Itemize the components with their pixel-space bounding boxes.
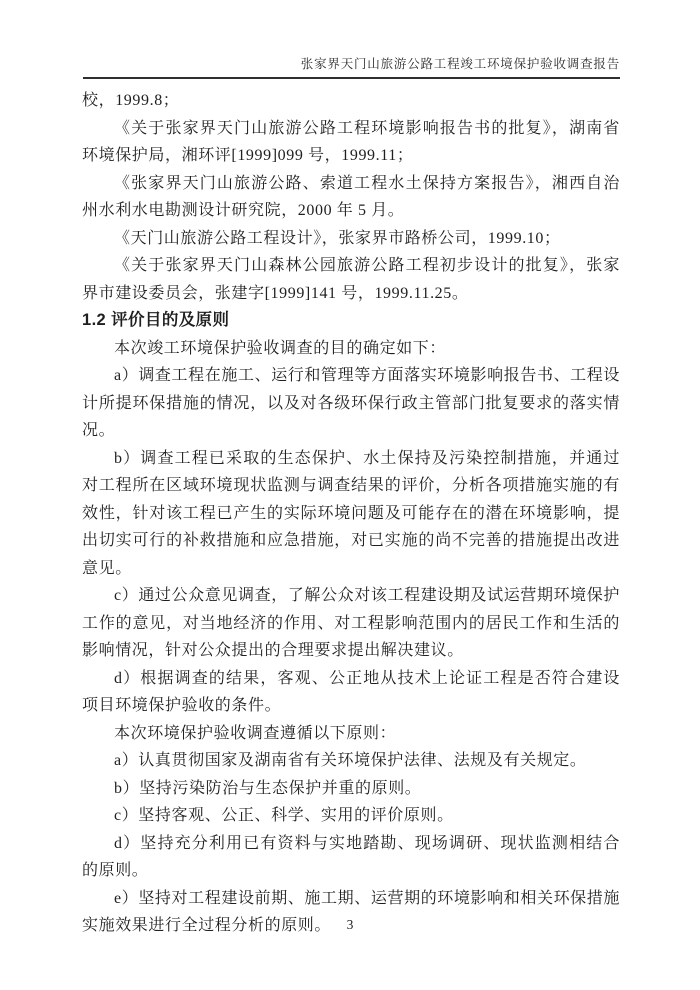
document-body — [82, 87, 620, 940]
page-footer — [0, 917, 700, 933]
paragraph: 《天门山旅游公路工程设计》，张家界市路桥公司，1999.10； — [114, 229, 561, 247]
paragraph: d）坚持充分利用已有资料与实地踏勘、现场调研、现状监测相结合的原则。 — [82, 834, 620, 879]
paragraph: 本次环境保护验收调查遵循以下原则： — [114, 724, 397, 742]
paragraph: 《张家界天门山旅游公路、索道工程水土保持方案报告》，湘西自治州水利水电勘测设计研究院，2000 年 5 月。 — [82, 174, 620, 219]
section-heading: 1.2 评价目的及原则 — [82, 311, 230, 329]
paragraph: 《关于张家界天门山森林公园旅游公路工程初步设计的批复》，张家界市建设委员会，张建字[1999]141 号，1999.11.25。 — [82, 257, 620, 302]
paragraph: a）认真贯彻国家及湖南省有关环境保护法律、法规及有关规定。 — [114, 752, 587, 769]
paragraph: b）坚持污染防治与生态保护并重的原则。 — [114, 779, 422, 797]
paragraph: 《关于张家界天门山旅游公路工程环境影响报告书的批复》，湖南省环境保护局，湘环评[1999]099 号，1999.11； — [82, 119, 620, 164]
paragraph: c）坚持客观、公正、科学、实用的评价原则。 — [114, 807, 454, 824]
paragraph: b）调查工程已采取的生态保护、水土保持及污染控制措施，并通过对工程所在区域环境现状监测与调查结果的评价，分析各项措施实施的有效性，针对该工程已产生的实际环境问题及可能存在的潜在环境影响，提出切实可行的补救措施和应急措施，对已实施的尚不完善的措施提出改进意见。 — [82, 449, 620, 577]
paragraph: 校，1999.8； — [82, 92, 180, 109]
header-title: 张家界天门山旅游公路工程竣工环境保护验收调查报告 — [300, 57, 620, 71]
page-header — [83, 54, 620, 79]
paragraph: c）通过公众意见调查，了解公众对该工程建设期及试运营期环境保护工作的意见，对当地经济的作用、对工程影响范围内的居民工作和生活的影响情况，针对公众提出的合理要求提出解决建议。 — [82, 587, 620, 659]
page-number: 3 — [346, 917, 354, 932]
paragraph: e）坚持对工程建设前期、施工期、运营期的环境影响和相关环保措施实施效果进行全过程分析的原则。 — [82, 889, 620, 934]
paragraph: d）根据调查的结果，客观、公正地从技术上论证工程是否符合建设项目环境保护验收的条件。 — [82, 669, 620, 714]
paragraph: 本次竣工环境保护验收调查的目的确定如下： — [114, 339, 447, 357]
paragraph: a）调查工程在施工、运行和管理等方面落实环境影响报告书、工程设计所提环保措施的情况，以及对各级环保行政主管部门批复要求的落实情况。 — [82, 367, 620, 439]
